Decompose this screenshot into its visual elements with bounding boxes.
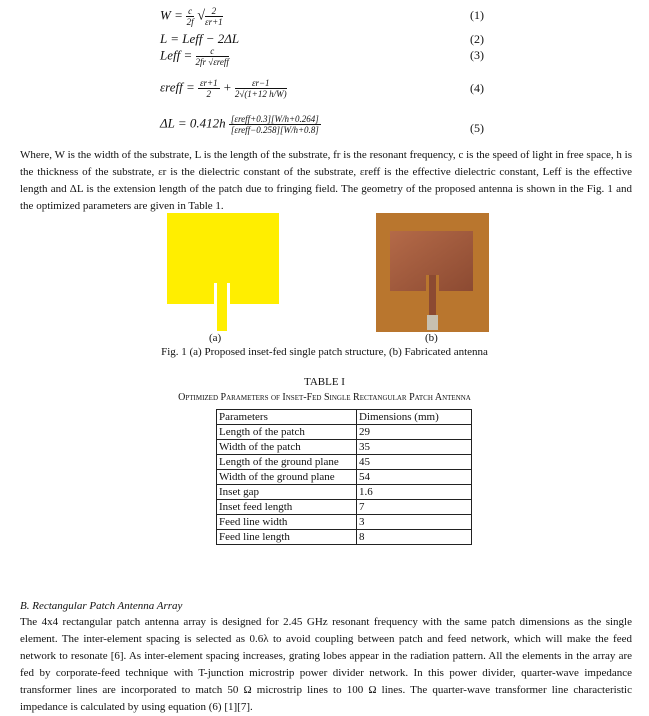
inset-fed-patch-structure (167, 213, 279, 331)
table-row: Width of the patch 35 (217, 440, 472, 455)
fabricated-antenna-photo (376, 213, 489, 332)
table-row: Feed line width 3 (217, 515, 472, 530)
equation-number: (1) (470, 8, 484, 22)
eq1-lhs: W = (160, 7, 183, 23)
figure-label-a: (a) (209, 332, 222, 344)
table-row: Width of the ground plane 54 (217, 470, 472, 485)
figure-caption: Fig. 1 (a) Proposed inset-fed single patch structure, (b) Fabricated antenna (161, 346, 488, 358)
inset-gap-left (426, 275, 429, 292)
body-paragraph: Where, W is the width of the substrate, L is the length of the substrate, fr is the resonant frequency, c is the speed of light in free space, h is the thickness of the substrate, εr is the dielectric constant of the substrate, εreff is the effective dielectric constant, Leff is the effective length and ΔL is the extension length of the patch due to fringing field. The geometry of the proposed antenna is shown in the Fig. 1 and the optimized parameters are given in Table 1. (20, 149, 632, 212)
table-number: TABLE I (304, 376, 345, 388)
equation-4: εreff = $\frac{\varepsilon r+1}{2}$ + $\frac{\varepsilon r-1}{2√(1+12 h/W)}$ (160, 78, 287, 99)
table-row: Inset feed length 7 (217, 500, 472, 515)
inset-gap-right (436, 275, 439, 292)
equation-3: Leff = $\frac{c}{\text{2fr √εreff}}$ (160, 46, 229, 67)
eq1-root-fraction: $\frac{2}{\varepsilon r+1}$ (205, 6, 223, 27)
table-row: Length of the patch 29 (217, 425, 472, 440)
inset-gap-right (227, 283, 230, 305)
section-body: The 4x4 rectangular patch antenna array is designed for 2.45 GHz resonant frequency with the same patch dimensions as the single element. The inter-element spacing is selected as 0.6λ to avoid coupling between patch and feed network, which will make the feed network to resonate [6]. As inter-element spacing increases, grating lobes appear in the radiation pattern. All the elements in the array are fed by corporate-feed technique with T-junction microstrip power divider network. In this power divider, quarter-wave impedance transformer lines are incorporated to match 50 Ω microstrip lines to 100 Ω lines. The quarter-wave transformer line characteristic impedance is calculated by using equation (6) [1][7]. (20, 616, 632, 713)
equation-number: (2) (470, 32, 484, 46)
table-header-row (217, 410, 472, 425)
equation-1: W = $\frac{c}{2f}$ √ $\frac{2}{\varepsilon r+1}$ (160, 6, 223, 27)
equation-5: ΔL = 0.412h $\frac{\text{[εreff+0.3][W/h+0.264]}}{\text{[εreff−0.258][W/h+0.8]}}$ (160, 114, 319, 135)
table-row: Length of the ground plane 45 (217, 455, 472, 470)
equation-2: L = Leff − 2ΔL (160, 31, 240, 46)
section-heading: B. Rectangular Patch Antenna Array (20, 600, 183, 612)
feed-line (429, 275, 436, 317)
figure-label-b: (b) (425, 332, 438, 344)
parameters-table (216, 409, 472, 545)
table-title: Optimized Parameters of Inset-Fed Single Rectangular Patch Antenna (178, 392, 471, 403)
equation-number: (3) (470, 48, 484, 62)
eq1-fraction: $\frac{c}{2f}$ (186, 6, 194, 27)
equation-number: (4) (470, 81, 484, 95)
equation-number: (5) (470, 121, 484, 135)
table-row: Inset gap 1.6 (217, 485, 472, 500)
inset-gap-left (214, 283, 217, 305)
table-row: Feed line length 8 (217, 530, 472, 545)
table-header: Parameters (217, 410, 357, 425)
connector (427, 315, 438, 330)
table-header: Dimensions (mm) (357, 410, 472, 425)
feed-line (217, 283, 227, 331)
